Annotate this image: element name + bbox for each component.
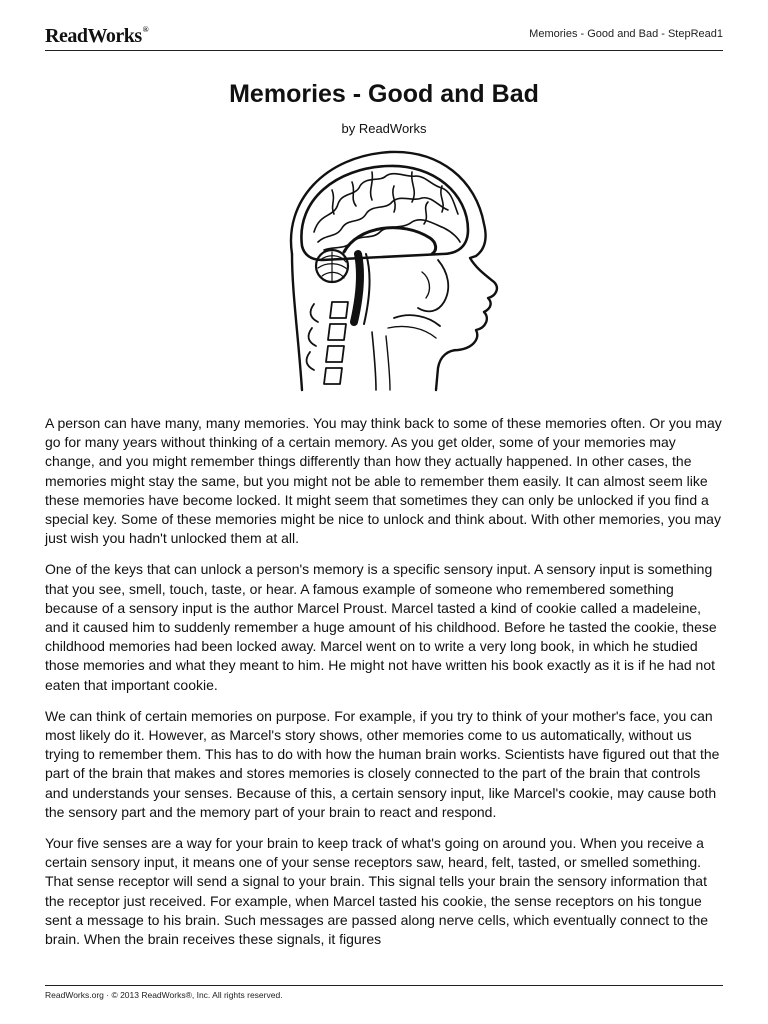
page-title: Memories - Good and Bad [229,80,539,108]
page-header [45,22,723,51]
logo-text: ReadWorks [45,25,142,47]
byline: by ReadWorks [341,121,427,136]
paragraph: A person can have many, many memories. You may think back to some of these memories often. Or you may go for many years without thinking of a certain memory. As you get older, some of your memories may change, and you might remember things differently than how they actually happened. In other cases, the memories might stay the same, but you might not be able to remember them easily. It can almost seem like these memories have become locked. It might seem that sometimes they can only be unlocked if you find a special key. Some of these memories might be nice to unlock and think about. With other memories, you may just wish you hadn't unlocked them at all. [45,415,722,547]
paragraph: One of the keys that can unlock a person's memory is a specific sensory input. A sensory input is something that you see, smell, touch, taste, or hear. A famous example of someone who remembered something because of a sensory input is the author Marcel Proust. Marcel tasted a kind of cookie called a madeleine, and it caused him to suddenly remember a huge amount of his childhood. Before he tasted the cookie, these childhood memories had been locked away. Marcel went on to write a very long book, in which he studied those memories and what they meant to him. He might not have written his book exactly as it is if he had not eaten that important cookie. [45,561,717,693]
page-footer [45,985,723,1000]
readworks-logo [45,25,148,48]
brain-head-cross-section-icon [262,142,518,392]
logo-registered-mark: ® [142,25,149,34]
document-label: Memories - Good and Bad - StepRead1 [529,28,723,40]
paragraph: Your five senses are a way for your brain to keep track of what's going on around you. When you receive a certain sensory input, it means one of your sense receptors saw, heard, felt, tasted, or smelled something. That sense receptor will send a signal to your brain. This signal tells your brain the sensory information that the receptor just received. For example, when Marcel tasted his cookie, the sense receptors on his tongue sent a message to his brain. Such messages are passed along nerve cells, which eventually connect to the brain. When the brain receives these signals, it figures [45,835,709,948]
paragraph: We can think of certain memories on purpose. For example, if you try to think of your mother's face, you can most likely do it. However, as Marcel's story shows, other memories come to us automatically, without us trying to remember them. This has to do with how the human brain works. Scientists have figured out that the part of the brain that makes and stores memories is closely connected to the part of the brain that controls and understands your senses. Because of this, a certain sensory input, like Marcel's cookie, may cause both the sensory part and the memory part of your brain to react and respond. [45,707,720,820]
article-body [45,414,726,961]
copyright-text: ReadWorks.org · © 2013 ReadWorks®, Inc. All rights reserved. [45,990,283,1000]
